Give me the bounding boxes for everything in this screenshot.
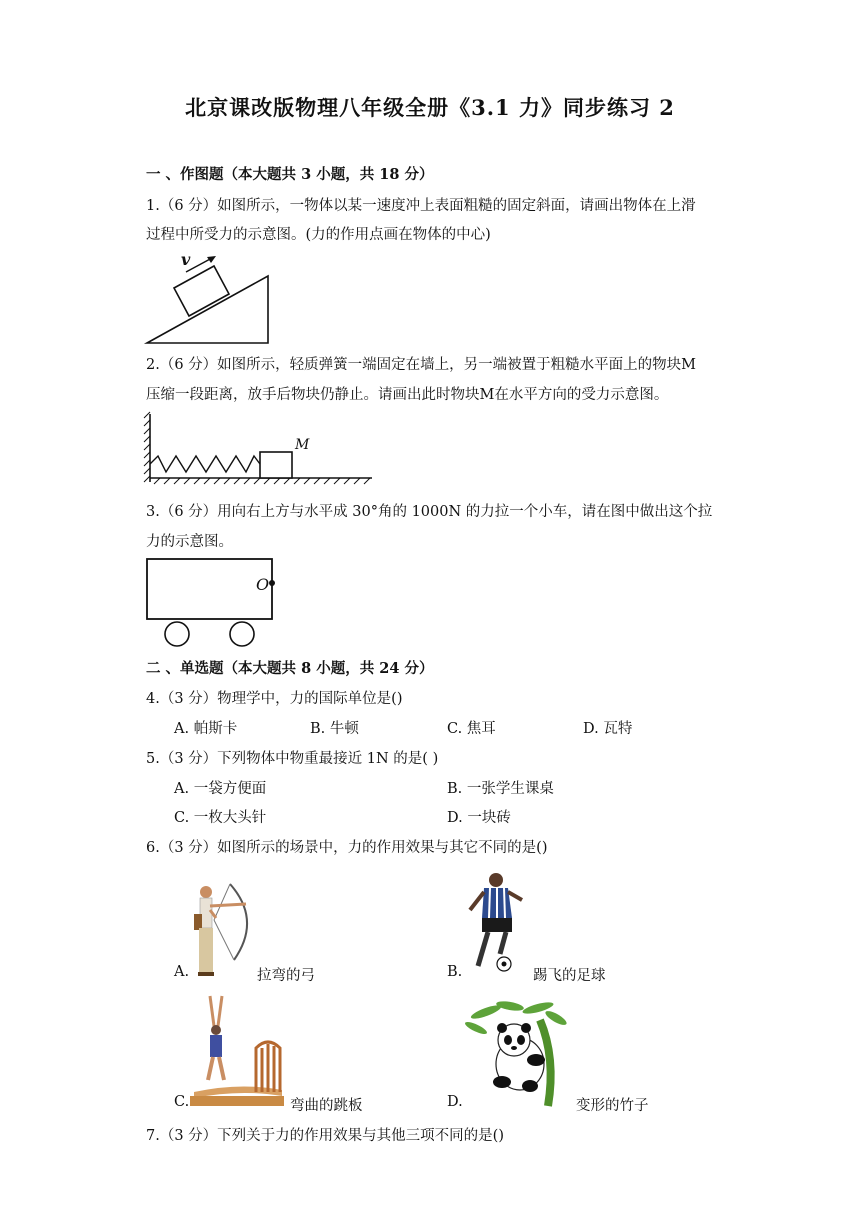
- player-shorts: [482, 918, 512, 932]
- q2-text-line2: 压缩一段距离，放手后物块仍静止。请画出此时物块M在水平方向的受力示意图。: [146, 387, 669, 403]
- archer-head: [200, 886, 212, 898]
- wall-hatching: [144, 412, 150, 482]
- diving-board-image: [190, 992, 290, 1108]
- bow-string: [214, 884, 230, 920]
- q5-option-b[interactable]: B. 一张学生课桌: [447, 781, 554, 797]
- q6-option-a-letter[interactable]: A.: [174, 964, 190, 980]
- q1-text-line1: 1.（6 分）如图所示，一物体以某一速度冲上表面粗糙的固定斜面，请画出物体在上滑: [146, 198, 696, 214]
- cart-body: [147, 559, 272, 619]
- q3-cart-figure: [144, 556, 276, 652]
- label-m: M: [295, 437, 310, 453]
- diver-head: [211, 1025, 221, 1035]
- spring-zigzag: [150, 456, 260, 472]
- archer-image: [190, 880, 256, 980]
- bow-curve: [230, 884, 247, 960]
- q7-stem: 7.（3 分）下列关于力的作用效果与其他三项不同的是(): [146, 1128, 504, 1144]
- q6-option-b-letter[interactable]: B.: [447, 964, 463, 980]
- q6-option-b-caption: 踢飞的足球: [533, 968, 606, 984]
- player-head: [489, 873, 503, 887]
- cart-wheel-right: [230, 622, 254, 646]
- archer-quiver: [194, 914, 202, 930]
- q6-stem: 6.（3 分）如图所示的场景中，力的作用效果与其它不同的是(): [146, 840, 548, 856]
- page-title: 北京课改版物理八年级全册《3.1 力》同步练习 2: [185, 95, 675, 120]
- q5-option-c[interactable]: C. 一枚大头针: [174, 810, 267, 826]
- archer-legs: [199, 928, 213, 972]
- cart-wheel-left: [165, 622, 189, 646]
- q6-option-d-letter[interactable]: D.: [447, 1094, 463, 1110]
- label-o: O: [256, 575, 270, 594]
- q5-option-a[interactable]: A. 一袋方便面: [174, 781, 267, 797]
- section-heading-single-choice: 二 、单选题（本大题共 8 小题，共 24 分）: [146, 660, 434, 677]
- block-on-incline: [174, 266, 229, 316]
- q6-option-a-caption: 拉弯的弓: [257, 968, 315, 984]
- q2-spring-figure: [144, 408, 376, 488]
- q5-option-d[interactable]: D. 一块砖: [447, 810, 511, 826]
- diver-body: [210, 1035, 222, 1057]
- q1-incline-figure: [146, 248, 272, 344]
- board-railing: [256, 1042, 280, 1092]
- q5-stem: 5.（3 分）下列物体中物重最接近 1N 的是( ): [146, 751, 439, 767]
- q1-text-line2: 过程中所受力的示意图。(力的作用点画在物体的中心): [146, 227, 491, 243]
- panda-bamboo-image: [466, 998, 570, 1108]
- q4-option-d[interactable]: D. 瓦特: [583, 721, 633, 737]
- point-o: [269, 580, 275, 586]
- block-m: [260, 452, 292, 478]
- q6-option-d-caption: 变形的竹子: [576, 1098, 649, 1114]
- q6-option-c-caption: 弯曲的跳板: [290, 1098, 363, 1114]
- soccer-player-image: [462, 870, 532, 978]
- q3-text-line1: 3.（6 分）用向右上方与水平成 30°角的 1000N 的力拉一个小车，请在图中做出这个拉: [146, 504, 713, 520]
- q4-option-b[interactable]: B. 牛顿: [310, 721, 359, 737]
- q2-text-line1: 2.（6 分）如图所示，轻质弹簧一端固定在墙上，另一端被置于粗糙水平面上的物块M: [146, 357, 697, 373]
- q6-option-c-letter[interactable]: C.: [174, 1094, 190, 1110]
- label-v: v: [181, 250, 191, 269]
- section-heading-drawing: 一 、作图题（本大题共 3 小题，共 18 分）: [146, 166, 434, 183]
- q4-option-c[interactable]: C. 焦耳: [447, 721, 496, 737]
- q4-stem: 4.（3 分）物理学中，力的国际单位是(): [146, 691, 403, 707]
- floor-hatching: [154, 478, 370, 484]
- q3-text-line2: 力的示意图。: [146, 534, 233, 550]
- q4-option-a[interactable]: A. 帕斯卡: [174, 721, 238, 737]
